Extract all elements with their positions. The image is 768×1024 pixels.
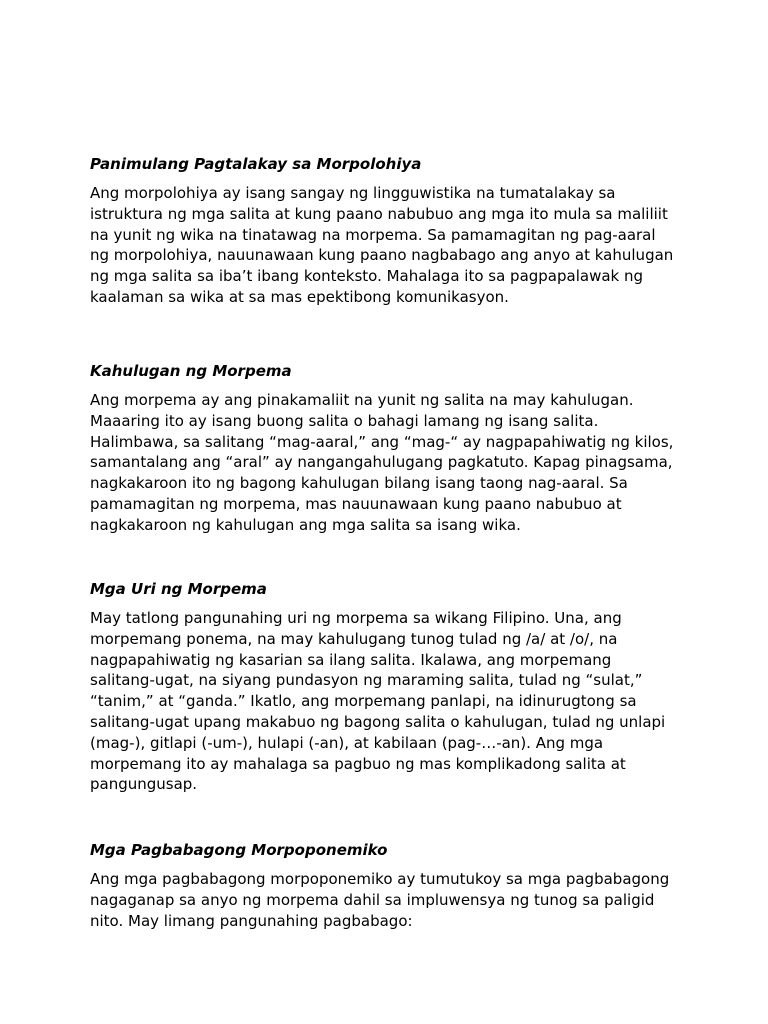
paragraph-line: Maaaring ito ay isang buong salita o bahagi lamang ng isang salita. [90,411,599,430]
section-paragraph [90,390,690,536]
paragraph-line: salitang-ugat, na siyang pundasyon ng maraming salita, tulad ng “sulat,” [90,671,643,690]
paragraph-line: May tatlong pangunahing uri ng morpema sa wikang Filipino. Una, ang [90,609,622,627]
section-paragraph [90,608,690,795]
paragraph-line: nagpapahiwatig ng kasarian sa ilang salita. Ikalawa, ang morpemang [90,650,612,669]
paragraph-line: salitang-ugat upang makabuo ng bagong salita o kahulugan, tulad ng unlapi [90,712,666,731]
paragraph-line: ng mga salita sa iba’t ibang konteksto. Mahalaga ito sa pagpapalawak ng [90,267,644,286]
section-heading: Kahulugan ng Morpema [90,362,292,380]
section-paragraph [90,183,690,308]
paragraph-line: nito. May limang pangunahing pagbabago: [90,911,413,930]
paragraph-line: Ang morpolohiya ay isang sangay ng lingguwistika na tumatalakay sa [90,184,616,202]
paragraph-line: morpemang ponema, na may kahulugang tunog tulad ng /a/ at /o/, na [90,629,618,648]
paragraph-line: Ang morpema ay ang pinakamaliit na yunit ng salita na may kahulugan. [90,391,634,409]
paragraph-line: pamamagitan ng morpema, mas nauunawaan kung paano nabubuo at [90,494,622,513]
section-heading: Mga Uri ng Morpema [90,580,267,598]
paragraph-line: morpemang ito ay mahalaga sa pagbuo ng mas komplikadong salita at [90,754,626,773]
section-heading: Mga Pagbabagong Morpoponemiko [90,841,388,859]
paragraph-line: nagkakaroon ito ng bagong kahulugan bilang isang taong nag-aaral. Sa [90,474,628,493]
section-mga-pagbabagong-morpoponemiko [90,840,690,931]
section-panimulang-pagtalakay [90,154,690,361]
section-paragraph [90,869,690,931]
paragraph-line: nagkakaroon ng kahulugan ang mga salita sa isang wika. [90,515,521,534]
paragraph-line: “tanim,” at “ganda.” Ikatlo, ang morpemang panlapi, na idinurugtong sa [90,692,637,711]
document-page [90,154,690,931]
paragraph-line: Ang mga pagbabagong morpoponemiko ay tumutukoy sa mga pagbabagong [90,870,670,888]
section-mga-uri-ng-morpema [90,579,690,840]
paragraph-line: nagaganap sa anyo ng morpema dahil sa impluwensya ng tunog sa paligid [90,890,655,909]
section-kahulugan-ng-morpema [90,361,690,579]
section-heading: Panimulang Pagtalakay sa Morpolohiya [90,155,422,173]
paragraph-line: istruktura ng mga salita at kung paano nabubuo ang mga ito mula sa maliliit [90,204,668,223]
paragraph-line: kaalaman sa wika at sa mas epektibong komunikasyon. [90,287,509,306]
paragraph-line: pangungusap. [90,775,198,794]
paragraph-line: ng morpolohiya, nauunawaan kung paano nagbabago ang anyo at kahulugan [90,246,674,265]
paragraph-line: samantalang ang “aral” ay nangangahulugang pagkatuto. Kapag pinagsama, [90,453,673,472]
paragraph-line: (mag-), gitlapi (-um-), hulapi (-an), at kabilaan (pag-…-an). Ang mga [90,733,604,752]
paragraph-line: na yunit ng wika na tinatawag na morpema. Sa pamamagitan ng pag-aaral [90,225,656,244]
paragraph-line: Halimbawa, sa salitang “mag-aaral,” ang “mag-“ ay nagpapahiwatig ng kilos, [90,432,674,451]
